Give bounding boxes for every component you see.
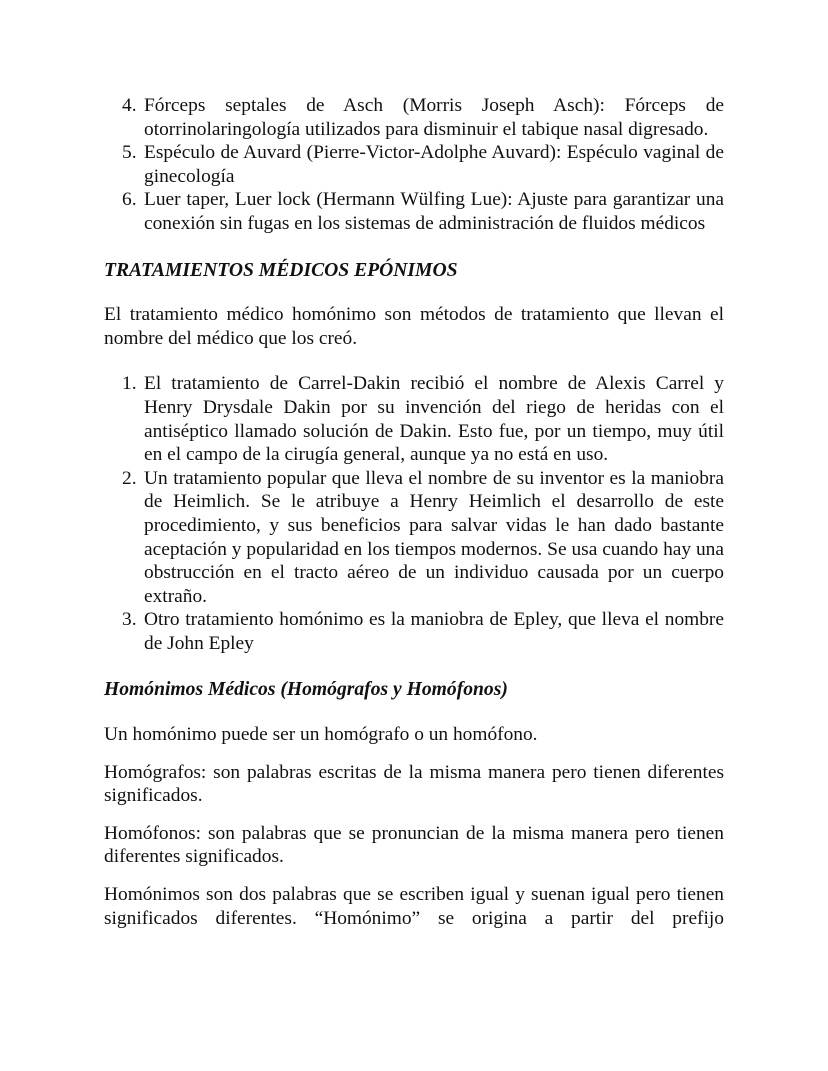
section-heading-eponymous-treatments: TRATAMIENTOS MÉDICOS EPÓNIMOS bbox=[104, 259, 458, 281]
list-item-text: Otro tratamiento homónimo es la maniobra de Epley, que lleva el nombre de John Epley bbox=[144, 609, 724, 654]
treatments-list bbox=[104, 372, 724, 655]
continued-instrument-list bbox=[104, 94, 724, 236]
homonym-definition-paragraph: Un homónimo puede ser un homógrafo o un homófono. bbox=[104, 724, 538, 746]
list-number: 6. bbox=[122, 189, 137, 211]
list-item bbox=[104, 94, 724, 141]
homophones-paragraph: Homófonos: son palabras que se pronuncian de la misma manera pero tienen diferentes significados. bbox=[104, 822, 724, 868]
list-item-text: Luer taper, Luer lock (Hermann Wülfing Lue): Ajuste para garantizar una conexión sin fugas en los sistemas de administración de fluidos médicos bbox=[144, 189, 724, 234]
section-heading-medical-homonyms: Homónimos Médicos (Homógrafos y Homófonos) bbox=[104, 679, 508, 701]
document-page bbox=[104, 94, 724, 930]
list-item-text: Espéculo de Auvard (Pierre-Victor-Adolphe Auvard): Espéculo vaginal de ginecología bbox=[144, 142, 724, 187]
homographs-paragraph: Homógrafos: son palabras escritas de la misma manera pero tienen diferentes significados. bbox=[104, 761, 724, 807]
list-item bbox=[104, 141, 724, 188]
list-number: 4. bbox=[122, 95, 137, 116]
homonyms-origin-paragraph: Homónimos son dos palabras que se escriben igual y suenan igual pero tienen significados diferentes. “Homónimo” se origina a partir del prefijo bbox=[104, 884, 724, 929]
list-item-text: El tratamiento de Carrel-Dakin recibió el nombre de Alexis Carrel y Henry Drysdale Dakin por su invención del riego de heridas con el antiséptico llamado solución de Dakin. Esto fue, por un tiempo, muy útil en el campo de la cirugía general, aunque ya no está en uso. bbox=[144, 373, 724, 466]
list-number: 3. bbox=[122, 609, 137, 631]
list-number: 5. bbox=[122, 142, 137, 164]
treatments-intro-paragraph: El tratamiento médico homónimo son métodos de tratamiento que llevan el nombre del médico que los creó. bbox=[104, 304, 724, 349]
list-item bbox=[104, 608, 724, 655]
list-item bbox=[104, 372, 724, 466]
list-number: 2. bbox=[122, 467, 137, 489]
list-item bbox=[104, 188, 724, 235]
list-item-text: Un tratamiento popular que lleva el nombre de su inventor es la maniobra de Heimlich. Se le atribuye a Henry Heimlich el desarrollo de este procedimiento, y sus beneficios para salvar vidas le han dado bastante aceptación y popularidad en los tiempos modernos. Se usa cuando hay una obstrucción en el tracto aéreo de un individuo causada por un cuerpo extraño. bbox=[144, 467, 724, 607]
list-number: 1. bbox=[122, 373, 137, 395]
list-item-text: Fórceps septales de Asch (Morris Joseph Asch): Fórceps de otorrinolaringología utilizados para disminuir el tabique nasal digresado. bbox=[144, 95, 724, 140]
list-item bbox=[104, 467, 724, 609]
